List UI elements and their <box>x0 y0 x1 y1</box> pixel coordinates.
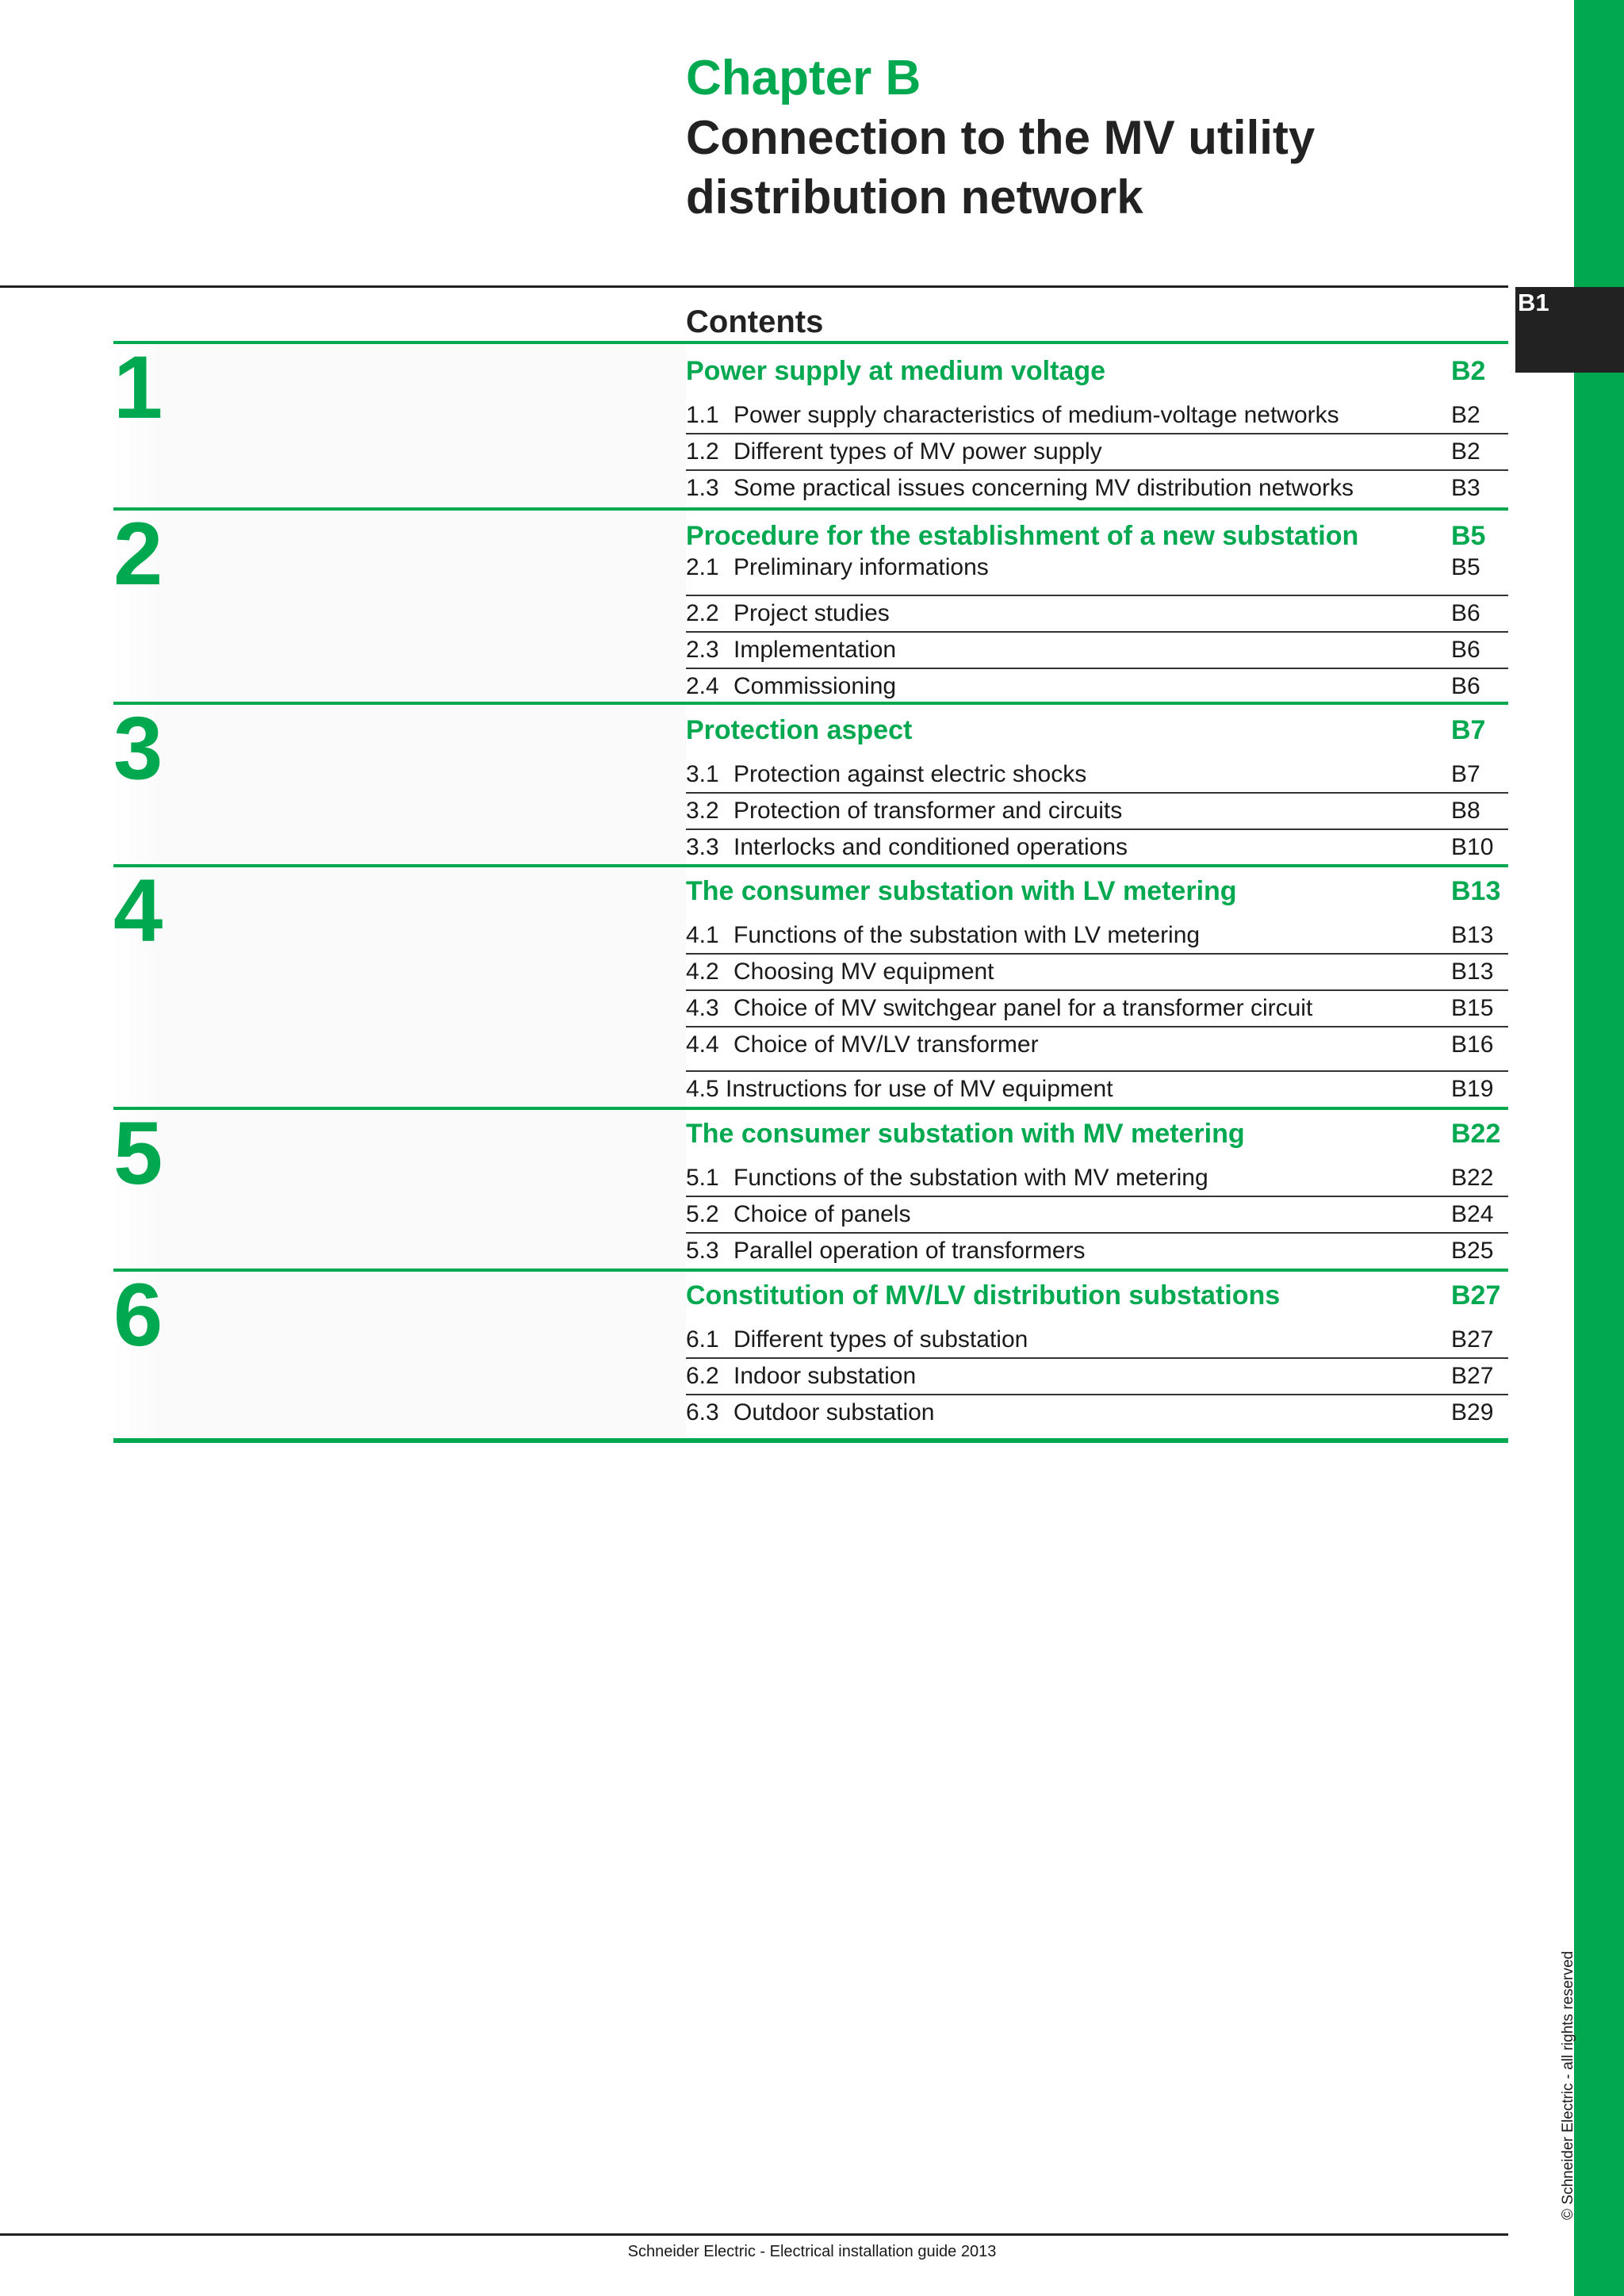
entry-code: 6.1 <box>686 1326 719 1353</box>
toc-entry[interactable] <box>686 918 1508 955</box>
toc-section-4 <box>113 861 1508 1109</box>
toc-entry[interactable] <box>686 1359 1508 1395</box>
copyright-notice: © Schneider Electric - all rights reserved <box>1560 1950 1576 2220</box>
contents-heading: Contents <box>686 304 824 339</box>
section-entries <box>686 1272 1508 1440</box>
section-entries <box>686 867 1508 1109</box>
section-number-column <box>113 1265 686 1440</box>
toc-section-2 <box>113 504 1508 704</box>
section-title-link[interactable]: The consumer substation with MV metering <box>686 1119 1245 1149</box>
entry-code: 4.4 <box>686 1031 719 1058</box>
toc-entry[interactable] <box>686 1322 1508 1359</box>
entry-page: B6 <box>1451 673 1480 699</box>
entry-code: 3.3 <box>686 834 719 860</box>
section-page-ref: B7 <box>1451 715 1486 745</box>
chapter-label: Chapter B <box>686 51 921 105</box>
entry-code: 4.5 <box>686 1076 719 1102</box>
entry-code: 2.1 <box>686 554 719 580</box>
footer-text: Schneider Electric - Electrical installation guide 2013 <box>627 2243 997 2260</box>
section-page-ref: B2 <box>1451 356 1486 386</box>
section-number: 1 <box>113 338 163 437</box>
entry-page: B10 <box>1451 834 1494 860</box>
entry-page: B5 <box>1451 554 1480 580</box>
entry-title: Commissioning <box>733 673 897 699</box>
entry-page: B6 <box>1451 600 1480 626</box>
section-number: 6 <box>113 1265 163 1364</box>
toc-entry[interactable] <box>686 757 1508 794</box>
section-number: 2 <box>113 504 163 603</box>
entry-code: 5.1 <box>686 1165 719 1191</box>
entry-title: Instructions for use of MV equipment <box>726 1076 1113 1102</box>
entry-code: 3.1 <box>686 761 719 787</box>
entry-title: Choice of MV/LV transformer <box>733 1031 1039 1058</box>
section-entries <box>686 1110 1508 1271</box>
toc-section-5 <box>113 1104 1508 1271</box>
toc-entry[interactable] <box>686 1234 1508 1269</box>
entry-code: 2.2 <box>686 600 719 626</box>
section-title-link[interactable]: Procedure for the establishment of a new substation <box>686 521 1359 551</box>
toc-entry[interactable] <box>686 955 1508 991</box>
toc-entry[interactable] <box>686 669 1508 704</box>
entry-title: Protection against electric shocks <box>733 761 1087 787</box>
section-page-ref: B22 <box>1451 1119 1501 1149</box>
entry-code: 1.2 <box>686 438 719 465</box>
entry-title: Choice of panels <box>733 1201 911 1227</box>
entry-code: 4.1 <box>686 922 719 948</box>
entry-title: Choice of MV switchgear panel for a transformer circuit <box>733 995 1313 1021</box>
entry-title: Implementation <box>733 637 897 663</box>
entry-title: Protection of transformer and circuits <box>733 798 1123 824</box>
entry-page: B8 <box>1451 798 1480 824</box>
entry-page: B22 <box>1451 1165 1494 1191</box>
toc-section-3 <box>113 698 1508 867</box>
toc-entry[interactable] <box>686 596 1508 633</box>
entry-page: B6 <box>1451 637 1480 663</box>
chapter-header <box>686 49 1495 227</box>
toc-entry[interactable] <box>686 434 1508 471</box>
section-number-column <box>113 861 686 1109</box>
section-title-link[interactable]: The consumer substation with LV metering <box>686 876 1237 906</box>
entry-code: 6.3 <box>686 1399 719 1425</box>
entry-page: B24 <box>1451 1201 1494 1227</box>
section-entries <box>686 344 1508 510</box>
chapter-title-line-2: distribution network <box>686 170 1143 224</box>
entry-title: Power supply characteristics of medium-voltage networks <box>733 402 1339 428</box>
section-number: 3 <box>113 698 163 798</box>
entry-page: B25 <box>1451 1238 1494 1264</box>
toc-entry[interactable] <box>686 471 1508 506</box>
toc-entry[interactable] <box>686 1395 1508 1430</box>
entry-title: Outdoor substation <box>733 1399 935 1425</box>
page-number-label: B1 <box>1518 289 1549 316</box>
entry-page: B27 <box>1451 1363 1494 1389</box>
entry-title: Preliminary informations <box>733 554 989 580</box>
section-entries <box>686 511 1508 704</box>
section-page-ref: B13 <box>1451 876 1501 906</box>
section-number-column <box>113 338 686 510</box>
toc-entry[interactable] <box>686 1072 1508 1107</box>
entry-code: 2.3 <box>686 637 719 663</box>
entry-page: B29 <box>1451 1399 1494 1425</box>
header-divider <box>0 285 1508 288</box>
toc-entry[interactable] <box>686 1197 1508 1234</box>
toc-entry[interactable] <box>686 830 1508 865</box>
entry-code: 2.4 <box>686 673 719 699</box>
entry-code: 5.2 <box>686 1201 719 1227</box>
entry-title: Functions of the substation with MV metering <box>733 1165 1208 1191</box>
toc-entry[interactable] <box>686 991 1508 1027</box>
entry-page: B19 <box>1451 1076 1494 1102</box>
section-number-column <box>113 1104 686 1271</box>
entry-title: Project studies <box>733 600 890 626</box>
toc-entry[interactable] <box>686 1161 1508 1197</box>
entry-code: 3.2 <box>686 798 719 824</box>
entry-page: B13 <box>1451 959 1494 985</box>
toc-entry[interactable] <box>686 550 1508 596</box>
entry-page: B7 <box>1451 761 1480 787</box>
section-number-column <box>113 698 686 867</box>
chapter-title <box>686 108 1495 227</box>
entry-title: Parallel operation of transformers <box>733 1238 1086 1264</box>
toc-entry[interactable] <box>686 398 1508 434</box>
contents-bottom-rule <box>113 1438 1508 1443</box>
section-page-ref: B5 <box>1451 521 1486 551</box>
entry-title: Indoor substation <box>733 1363 917 1389</box>
entry-page: B13 <box>1451 922 1494 948</box>
page-number-tab <box>1515 287 1624 373</box>
entry-code: 6.2 <box>686 1363 719 1389</box>
toc-entry[interactable] <box>686 633 1508 669</box>
section-number-column <box>113 504 686 704</box>
section-title-link[interactable]: Constitution of MV/LV distribution substations <box>686 1280 1281 1311</box>
section-entries <box>686 705 1508 867</box>
toc-section-6 <box>113 1265 1508 1440</box>
toc-entry[interactable] <box>686 794 1508 830</box>
toc-entry[interactable] <box>686 1027 1508 1072</box>
entry-page: B15 <box>1451 995 1494 1021</box>
entry-code: 4.3 <box>686 995 719 1021</box>
entry-page: B27 <box>1451 1326 1494 1353</box>
entry-title: Choosing MV equipment <box>733 959 994 985</box>
entry-title: Functions of the substation with LV metering <box>733 922 1201 948</box>
chapter-title-line-1: Connection to the MV utility <box>686 111 1316 164</box>
footer-divider <box>0 2233 1508 2236</box>
section-title-link[interactable]: Power supply at medium voltage <box>686 356 1106 386</box>
entry-page: B2 <box>1451 438 1480 465</box>
entry-page: B3 <box>1451 475 1480 501</box>
entry-page: B16 <box>1451 1031 1494 1058</box>
entry-code: 1.3 <box>686 475 719 501</box>
entry-page: B2 <box>1451 402 1480 428</box>
entry-code: 5.3 <box>686 1238 719 1264</box>
entry-code: 4.2 <box>686 959 719 985</box>
entry-code: 1.1 <box>686 402 719 428</box>
section-number: 5 <box>113 1104 163 1203</box>
section-number: 4 <box>113 861 163 960</box>
entry-title: Different types of substation <box>733 1326 1028 1353</box>
toc-section-1 <box>113 338 1508 510</box>
section-page-ref: B27 <box>1451 1280 1501 1311</box>
entry-title: Interlocks and conditioned operations <box>733 834 1128 860</box>
entry-title: Different types of MV power supply <box>733 438 1102 465</box>
entry-title: Some practical issues concerning MV distribution networks <box>733 475 1354 501</box>
section-title-link[interactable]: Protection aspect <box>686 715 913 745</box>
